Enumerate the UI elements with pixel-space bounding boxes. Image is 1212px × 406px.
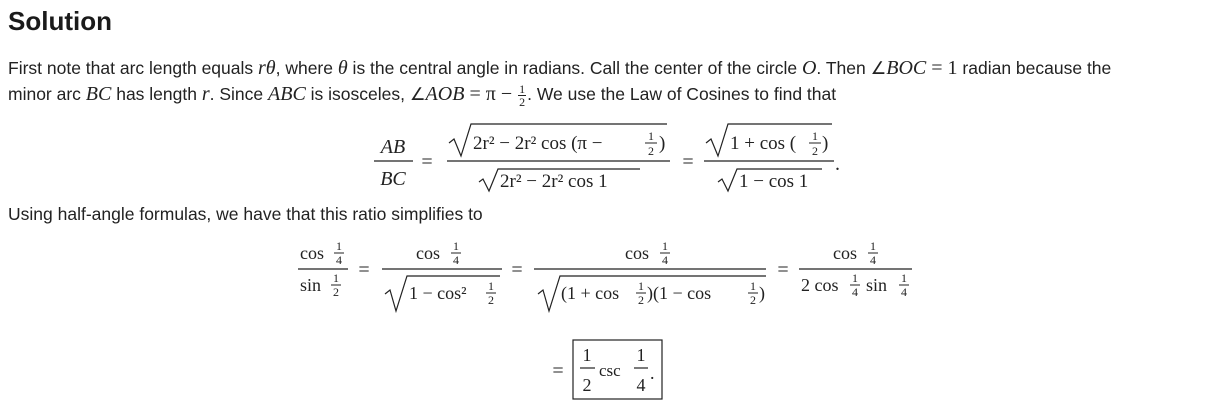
period: . — [650, 363, 655, 383]
quarter-den: 4 — [453, 253, 459, 267]
half-num: 1 — [648, 129, 654, 143]
denominator-text: ) — [759, 283, 765, 303]
math-r-theta: rθ — [258, 57, 276, 79]
denominator-text: 1 − cos² — [409, 283, 467, 303]
two-den: 2 — [582, 375, 592, 395]
one-num: 1 — [636, 345, 646, 365]
equation-2 — [298, 239, 912, 311]
half-den: 2 — [648, 144, 654, 158]
half-num: 1 — [333, 271, 339, 285]
cos-label: cos — [416, 243, 440, 263]
denominator-text: )(1 − cos — [647, 283, 712, 303]
math-pi-minus: = π − — [464, 83, 518, 105]
equals-sign: = — [511, 259, 523, 281]
half-den: 2 — [333, 285, 339, 299]
half-num: 1 — [638, 279, 644, 293]
math-equals-one: = 1 — [926, 57, 958, 79]
quarter-num: 1 — [870, 239, 876, 253]
half-den: 2 — [812, 144, 818, 158]
equals-sign: = — [552, 360, 564, 382]
denominator-text: 2 cos — [801, 275, 839, 295]
csc-label: csc — [599, 361, 621, 380]
quarter-num: 1 — [453, 239, 459, 253]
half-angle-paragraph: Using half-angle formulas, we have that this ratio simplifies to — [8, 204, 483, 224]
equals-sign: = — [358, 259, 370, 281]
equation-1 — [374, 124, 840, 192]
half-den: 2 — [638, 293, 644, 307]
half-num: 1 — [750, 279, 756, 293]
fraction-one-half: $\frac{1}{2}$ — [519, 81, 526, 109]
text: , where — [275, 58, 338, 78]
cos-label: cos — [625, 243, 649, 263]
text: has length — [111, 84, 202, 104]
text: is the central angle in radians. Call the center of the circle — [347, 58, 802, 78]
math-r: r — [201, 83, 210, 105]
cos-label: cos — [833, 243, 857, 263]
lhs-numerator: AB — [380, 136, 406, 158]
sin-label: sin — [300, 275, 322, 295]
equals-sign: = — [777, 259, 789, 281]
half-num: 1 — [488, 279, 494, 293]
half-num: 1 — [812, 129, 818, 143]
right-denominator: 1 − cos 1 — [739, 171, 809, 192]
denominator-text: (1 + cos — [561, 283, 620, 303]
solution-heading: Solution — [8, 6, 112, 36]
text: radian because the — [957, 58, 1112, 78]
math-theta: θ — [337, 57, 348, 79]
math-o: O — [801, 57, 817, 79]
text: . Since — [209, 84, 269, 104]
close-paren: ) — [822, 133, 829, 154]
denominator-text: sin — [866, 275, 888, 295]
math-boc: BOC — [886, 57, 927, 79]
quarter-den: 4 — [901, 285, 907, 299]
quarter-num: 1 — [901, 271, 907, 285]
text: First note that arc length equals — [8, 58, 258, 78]
middle-numerator: 2r² − 2r² cos (π − — [473, 133, 603, 154]
close-paren: ) — [659, 133, 666, 154]
right-numerator: 1 + cos ( — [730, 133, 797, 154]
equation-3-result — [552, 340, 662, 399]
half-den: 2 — [488, 293, 494, 307]
quarter-num: 1 — [852, 271, 858, 285]
quarter-den: 4 — [336, 253, 342, 267]
equals-sign: = — [421, 151, 433, 173]
text: is isosceles, ∠ — [305, 84, 426, 104]
equals-sign: = — [682, 151, 694, 173]
quarter-den: 4 — [662, 253, 668, 267]
lhs-denominator: BC — [380, 168, 406, 190]
cos-label: cos — [300, 243, 324, 263]
four-den: 4 — [636, 375, 646, 395]
quarter-den: 4 — [852, 285, 858, 299]
quarter-den: 4 — [870, 253, 876, 267]
math-abc: ABC — [268, 83, 306, 105]
text: . Then ∠ — [816, 58, 887, 78]
middle-denominator: 2r² − 2r² cos 1 — [500, 171, 608, 192]
quarter-num: 1 — [662, 239, 668, 253]
math-aob: AOB — [425, 83, 465, 105]
text: . We use the Law of Cosines to find that — [527, 84, 837, 104]
half-den: 2 — [750, 293, 756, 307]
text: minor arc — [8, 84, 86, 104]
period: . — [835, 153, 840, 175]
one-num: 1 — [582, 345, 592, 365]
math-bc: BC — [85, 83, 112, 105]
quarter-num: 1 — [336, 239, 342, 253]
